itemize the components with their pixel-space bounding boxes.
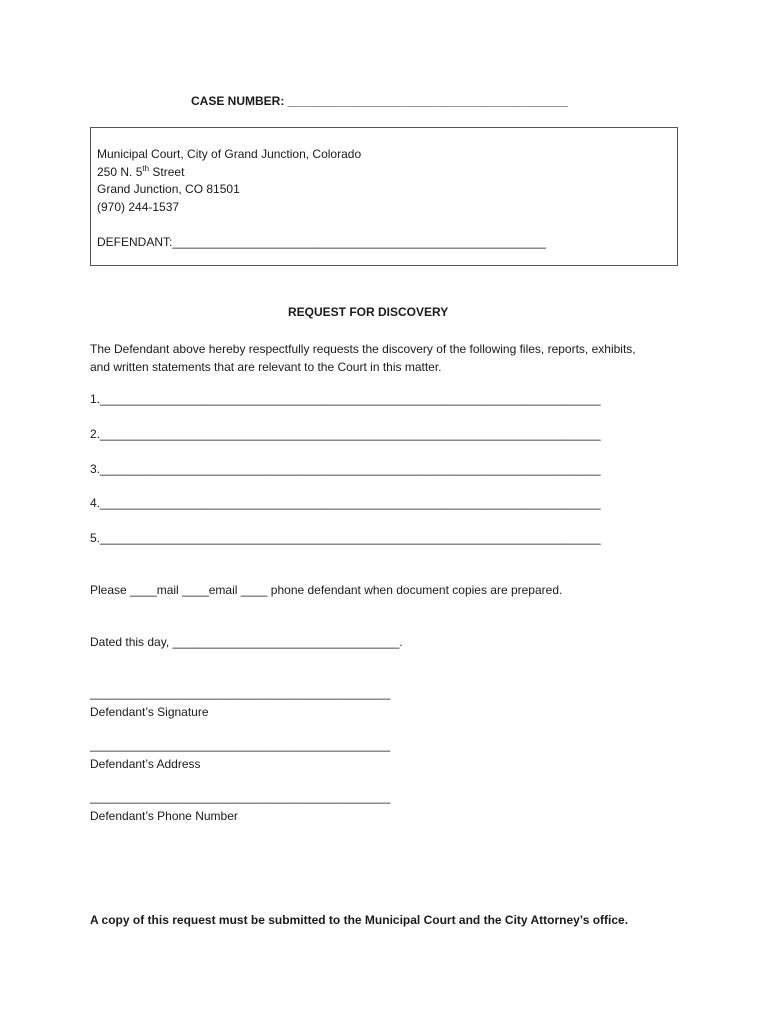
document-title: REQUEST FOR DISCOVERY (288, 305, 449, 319)
case-number-field[interactable]: CASE NUMBER: __________________________________________ (191, 94, 568, 108)
submission-notice: A copy of this request must be submitted to the Municipal Court and the City Attorney’s office. (90, 913, 629, 927)
phone-label: Defendant’s Phone Number (90, 809, 238, 823)
intro-line-1: The Defendant above hereby respectfully requests the discovery of the following files, reports, exhibits, (90, 342, 636, 356)
address-label: Defendant’s Address (90, 757, 201, 771)
address-line[interactable]: _____________________________________________ (90, 738, 391, 752)
court-city-state-zip: Grand Junction, CO 81501 (97, 182, 240, 196)
court-street-name: Street (149, 165, 185, 179)
discovery-item-1[interactable]: 1.___________________________________________________________________________ (90, 392, 601, 406)
discovery-item-4[interactable]: 4.___________________________________________________________________________ (90, 496, 601, 510)
intro-paragraph (90, 340, 690, 376)
signature-label: Defendant’s Signature (90, 705, 209, 719)
court-street-suffix: th (142, 164, 150, 173)
phone-line[interactable]: _____________________________________________ (90, 790, 391, 804)
court-name: Municipal Court, City of Grand Junction, Colorado (97, 147, 362, 161)
defendant-field[interactable]: DEFENDANT:________________________________________________________ (97, 235, 547, 249)
contact-preference[interactable]: Please ____mail ____email ____ phone defendant when document copies are prepared. (90, 583, 563, 597)
dated-field[interactable]: Dated this day, __________________________________. (90, 635, 403, 649)
court-street (97, 165, 184, 179)
court-street-number: 250 N. 5 (97, 165, 143, 179)
intro-line-2: and written statements that are relevant to the Court in this matter. (90, 360, 442, 374)
court-phone: (970) 244-1537 (97, 200, 180, 214)
court-info-box (90, 127, 678, 266)
discovery-item-2[interactable]: 2.___________________________________________________________________________ (90, 427, 601, 441)
discovery-item-5[interactable]: 5.___________________________________________________________________________ (90, 531, 601, 545)
discovery-item-3[interactable]: 3.___________________________________________________________________________ (90, 462, 601, 476)
signature-line[interactable]: _____________________________________________ (90, 686, 391, 700)
